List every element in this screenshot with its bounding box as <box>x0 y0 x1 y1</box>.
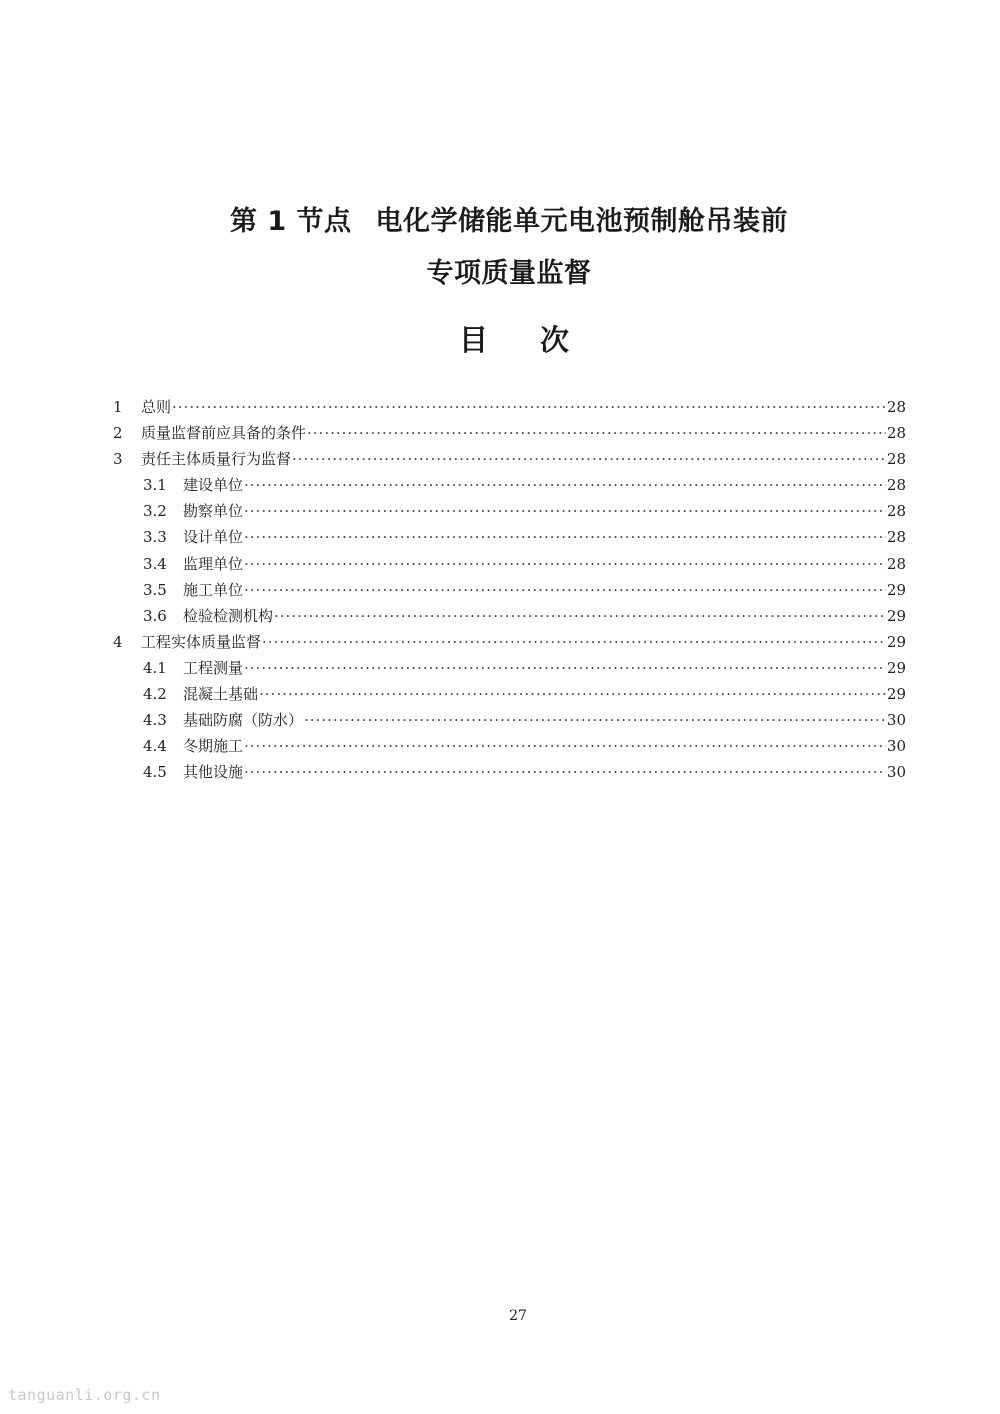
toc-entry-number: 4.4 <box>143 737 167 756</box>
watermark: tanguanli.org.cn <box>8 1386 161 1404</box>
toc-entry-label: 建设单位 <box>183 476 244 495</box>
title-section-number: 第 1 节点 <box>229 206 352 237</box>
toc-entry-number: 3.2 <box>143 502 167 521</box>
toc-dot-leader <box>274 603 886 629</box>
toc-entry-label: 基础防腐（防水） <box>183 711 304 730</box>
toc-entry-page: 28 <box>886 398 906 416</box>
toc-dot-leader <box>244 524 886 550</box>
toc-entry-page: 29 <box>886 632 906 651</box>
toc-entry-label: 质量监督前应具备的条件 <box>141 424 307 443</box>
toc-entry-number: 4.3 <box>143 711 167 730</box>
toc-entry-label: 责任主体质量行为监督 <box>141 450 292 469</box>
toc-entry-label: 施工单位 <box>183 580 244 599</box>
toc-entry-page: 29 <box>886 606 906 625</box>
toc-entry-number: 4 <box>113 632 123 651</box>
toc-dot-leader <box>244 759 886 785</box>
toc-entry-label: 设计单位 <box>183 528 244 547</box>
toc-entry[interactable] <box>113 551 906 577</box>
toc-entry[interactable] <box>113 603 906 629</box>
toc-entry-page: 28 <box>886 502 906 521</box>
toc-entry[interactable] <box>113 577 906 603</box>
toc-entry-number: 3.1 <box>143 476 167 495</box>
title-line-1 <box>0 196 1000 248</box>
toc-entry[interactable] <box>113 759 906 785</box>
toc-dot-leader <box>244 551 886 577</box>
toc-dot-leader <box>307 420 886 446</box>
toc-entry-label: 混凝土基础 <box>183 685 259 704</box>
title-line-2: 专项质量监督 <box>426 258 592 289</box>
toc-entry-label: 总则 <box>141 398 172 416</box>
toc-dot-leader <box>262 629 886 655</box>
toc-entry[interactable] <box>113 733 906 759</box>
toc-entry[interactable] <box>113 524 906 550</box>
toc-entry-page: 28 <box>886 554 906 573</box>
toc-entry-number: 3.6 <box>143 606 167 625</box>
toc-entry[interactable] <box>113 498 906 524</box>
toc-dot-leader <box>304 707 886 733</box>
toc-entry-page: 30 <box>886 737 906 756</box>
title-main-text: 电化学储能单元电池预制舱吊装前 <box>375 206 789 237</box>
toc-dot-leader <box>244 733 886 759</box>
document-title <box>0 196 1000 300</box>
toc-entry-number: 2 <box>113 424 123 443</box>
toc-entry-page: 29 <box>886 658 906 677</box>
toc-entry-number: 3.5 <box>143 580 167 599</box>
toc-entry-page: 28 <box>886 450 906 469</box>
toc-entry[interactable] <box>113 472 906 498</box>
toc-dot-leader <box>244 577 886 603</box>
toc-entry[interactable] <box>113 681 906 707</box>
page-number: 27 <box>509 1308 527 1324</box>
toc-entry-number: 3 <box>113 450 123 469</box>
toc-entry-label: 监理单位 <box>183 554 244 573</box>
toc-entry[interactable] <box>113 707 906 733</box>
toc-entry-number: 4.2 <box>143 685 167 704</box>
toc-dot-leader <box>172 394 886 420</box>
toc-entry[interactable] <box>113 394 906 420</box>
toc-entry-label: 工程实体质量监督 <box>141 632 262 651</box>
toc-entry-page: 30 <box>886 763 906 782</box>
toc-dot-leader <box>259 681 886 707</box>
toc-entry-number: 3.4 <box>143 554 167 573</box>
toc-entry-page: 29 <box>886 580 906 599</box>
toc-entry-number: 4.5 <box>143 763 167 782</box>
toc-entry-page: 28 <box>886 424 906 443</box>
toc-dot-leader <box>244 498 886 524</box>
toc-entry-label: 冬期施工 <box>183 737 244 756</box>
toc-heading-right: 次 <box>540 323 570 357</box>
toc-entry-label: 工程测量 <box>183 658 244 677</box>
toc-entry-number: 3.3 <box>143 528 167 547</box>
toc-entry[interactable] <box>113 655 906 681</box>
toc-entry-label: 检验检测机构 <box>183 606 274 625</box>
toc-entry-page: 30 <box>886 711 906 730</box>
toc-entry-number: 4.1 <box>143 658 167 677</box>
toc-dot-leader <box>292 446 886 472</box>
toc-entry-number: 1 <box>113 398 123 416</box>
toc-entry[interactable] <box>113 629 906 655</box>
toc-dot-leader <box>244 472 886 498</box>
toc-entry-label: 其他设施 <box>183 763 244 782</box>
toc-heading <box>0 318 1000 362</box>
toc-entry[interactable] <box>113 420 906 446</box>
toc-entry-page: 28 <box>886 528 906 547</box>
toc-entry-label: 勘察单位 <box>183 502 244 521</box>
toc-entry-page: 28 <box>886 476 906 495</box>
toc-entry-page: 29 <box>886 685 906 704</box>
toc-heading-left: 目 <box>458 323 488 357</box>
toc-dot-leader <box>244 655 886 681</box>
table-of-contents <box>113 394 906 785</box>
toc-entry[interactable] <box>113 446 906 472</box>
